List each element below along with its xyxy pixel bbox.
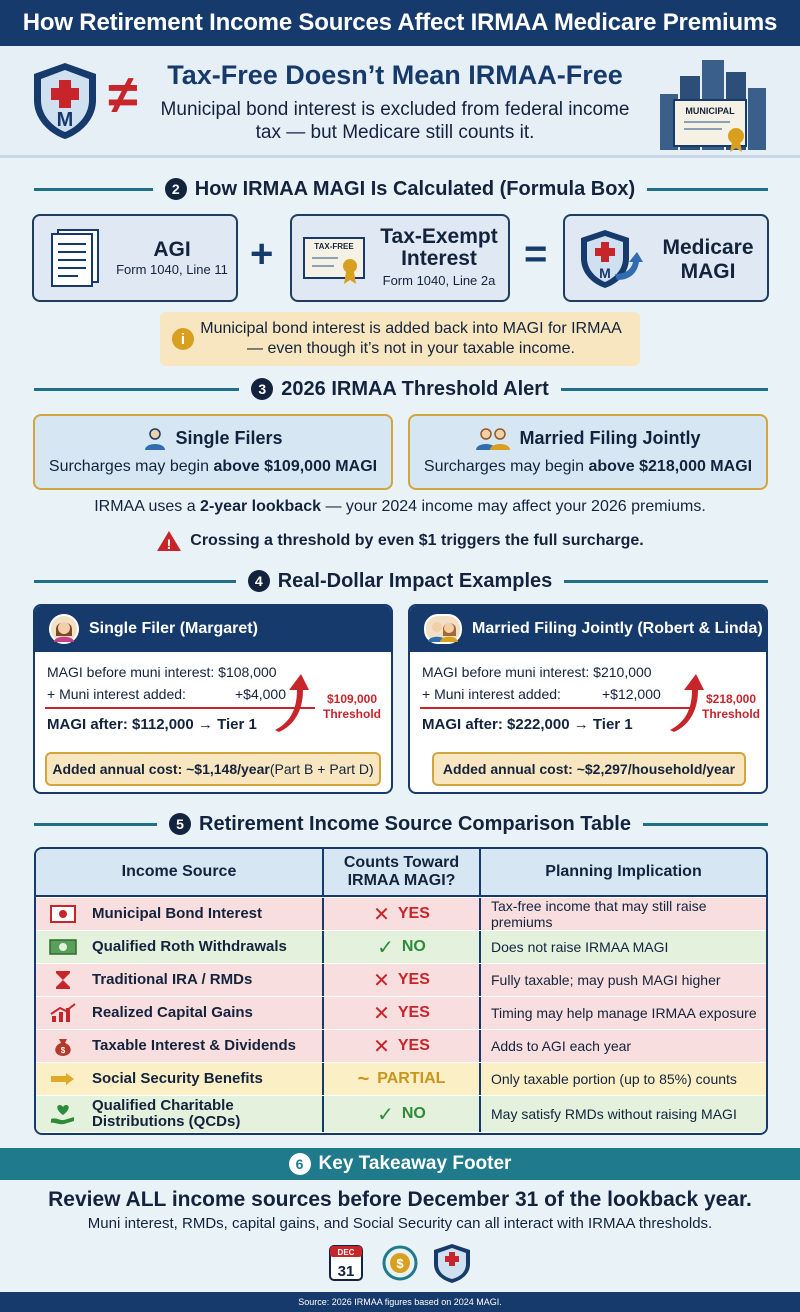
married-threshold-title: Married Filing Jointly — [519, 427, 701, 448]
married-threshold-card — [408, 414, 768, 490]
medicare-shield-icon — [30, 60, 100, 142]
counts-value: YES — [397, 1004, 430, 1021]
income-source-cell — [36, 898, 324, 930]
implication-cell: May satisfy RMDs without raising MAGI — [491, 1106, 737, 1122]
money-cycle-icon — [384, 1247, 416, 1279]
counts-mark: ✕ — [373, 903, 390, 926]
income-source-label: Qualified Charitable Distributions (QCDs) — [92, 1097, 241, 1130]
implication-cell: Fully taxable; may push MAGI higher — [491, 972, 721, 988]
section-threshold-header — [0, 374, 800, 404]
svg-text:!: ! — [166, 536, 172, 552]
counts-cell — [324, 1096, 481, 1132]
warning-icon — [156, 530, 182, 552]
implication-cell: Timing may help manage IRMAA exposure — [491, 1005, 757, 1021]
svg-text:$: $ — [396, 1256, 404, 1271]
married-example-card — [408, 604, 768, 794]
footer-header — [0, 1148, 800, 1180]
counts-value: YES — [397, 971, 430, 988]
tax-exempt-subtitle: Form 1040, Line 2a — [382, 273, 496, 288]
municipal-city-icon — [652, 54, 770, 154]
income-source-label: Traditional IRA / RMDs — [92, 971, 253, 988]
formula-note-text: Municipal bond interest is added back into MAGI for IRMAA — even though it’s not in your taxable income. — [200, 320, 622, 357]
shield-arrow-icon — [579, 228, 645, 292]
single-threshold-card — [33, 414, 393, 490]
income-source-label: Taxable Interest & Dividends — [92, 1037, 296, 1054]
single-example-title: Single Filer (Margaret) — [89, 620, 258, 637]
table-row — [36, 1029, 766, 1062]
income-source-label: Qualified Roth Withdrawals — [92, 938, 287, 955]
agi-box — [32, 214, 238, 302]
implication-cell: Only taxable portion (up to 85%) counts — [491, 1071, 737, 1087]
income-source-label: Social Security Benefits — [92, 1070, 263, 1087]
section-table-header — [0, 809, 800, 839]
pointing-hand-icon — [48, 1068, 78, 1090]
counts-mark: ✕ — [373, 969, 390, 992]
income-source-cell — [36, 1063, 324, 1095]
magi-before: MAGI before muni interest: $210,000 — [422, 664, 652, 680]
counts-value: YES — [397, 1037, 430, 1054]
footer-icons — [326, 1240, 476, 1284]
municipal-badge-label: MUNICIPAL — [685, 106, 735, 116]
single-threshold-title: Single Filers — [175, 427, 283, 448]
document-icon — [46, 228, 104, 290]
agi-subtitle: Form 1040, Line 11 — [116, 262, 228, 277]
counts-value: YES — [397, 905, 430, 922]
married-threshold-text: Surcharges may begin — [423, 458, 589, 475]
hero-subtitle: Municipal bond interest is excluded from federal income tax — but Medicare still counts it. — [160, 99, 630, 143]
counts-cell — [324, 1063, 481, 1095]
income-source-label: Realized Capital Gains — [92, 1004, 253, 1021]
counts-value: NO — [401, 1105, 426, 1122]
threshold-label: $218,000 Threshold — [701, 692, 760, 721]
single-added-cost: Added annual cost: ~$1,148/year (Part B + Part D) — [45, 752, 381, 786]
svg-text:31: 31 — [337, 1263, 355, 1280]
counts-cell — [324, 931, 481, 963]
income-source-cell — [36, 1030, 324, 1062]
person-icon — [143, 426, 167, 450]
plus-operator: + — [250, 232, 274, 276]
avatar — [49, 614, 79, 644]
threshold-warning — [0, 530, 800, 552]
counts-cell — [324, 964, 481, 996]
increase-arrow-icon — [668, 672, 704, 732]
magi-after: MAGI after: $112,000 → Tier 1 — [47, 716, 257, 733]
income-source-label: Municipal Bond Interest — [92, 905, 263, 922]
counts-mark: ✓ — [377, 1103, 394, 1126]
magi-before: MAGI before muni interest: $108,000 — [47, 664, 277, 680]
counts-cell — [324, 997, 481, 1029]
svg-text:$: $ — [60, 1046, 66, 1055]
implication-cell: Does not raise IRMAA MAGI — [491, 939, 669, 955]
medicare-magi-title: Medicare MAGI — [662, 236, 754, 283]
married-example-title: Married Filing Jointly (Robert & Linda) — [472, 620, 763, 637]
shield-letter: M — [599, 265, 611, 281]
counts-cell — [324, 898, 481, 930]
muni-added-value: +$4,000 — [235, 686, 286, 702]
muni-added-label: + Muni interest added: — [422, 686, 561, 702]
footer-title: Key Takeaway Footer — [318, 1153, 512, 1174]
section-examples-header — [0, 566, 800, 596]
column-header: Income Source — [36, 849, 324, 895]
income-source-cell — [36, 964, 324, 996]
equals-operator: = — [524, 232, 548, 276]
married-added-cost: Added annual cost: ~$2,297/household/year — [432, 752, 746, 786]
tax-exempt-box — [290, 214, 510, 302]
page-title: How Retirement Income Sources Affect IRMAA Medicare Premiums — [0, 0, 800, 46]
cash-icon — [48, 936, 78, 958]
medicare-shield-icon — [434, 1244, 470, 1283]
income-comparison-table — [34, 847, 768, 1135]
single-threshold-text: Surcharges may begin — [48, 458, 214, 475]
counts-value: PARTIAL — [377, 1070, 446, 1087]
income-source-cell — [36, 997, 324, 1029]
table-row — [36, 1062, 766, 1095]
growth-chart-icon — [48, 1002, 78, 1024]
tax-free-label: TAX-FREE — [314, 242, 354, 251]
certificate-icon — [48, 903, 78, 925]
section-number: 4 — [248, 570, 270, 592]
table-header-row — [36, 849, 766, 897]
not-equal-symbol: ≠ — [108, 65, 138, 125]
footer-sub-text: Muni interest, RMDs, capital gains, and Social Security can all interact with IRMAA thresholds. — [87, 1215, 713, 1232]
muni-added-value: +$12,000 — [602, 686, 661, 702]
counts-mark: ~ — [357, 1067, 370, 1090]
hourglass-icon — [48, 969, 78, 991]
avatar — [424, 614, 462, 644]
single-threshold-amount: above $109,000 MAGI — [213, 458, 378, 475]
hero-banner — [0, 46, 800, 158]
heart-hand-icon — [48, 1103, 78, 1125]
warning-text: Crossing a threshold by even $1 triggers the full surcharge. — [190, 532, 644, 549]
income-source-cell — [36, 931, 324, 963]
section-title: Retirement Income Source Comparison Table — [199, 812, 631, 835]
table-row — [36, 963, 766, 996]
calendar-icon — [330, 1246, 362, 1280]
table-body — [36, 897, 766, 1132]
section-number: 5 — [169, 813, 191, 835]
medicare-magi-box — [563, 214, 769, 302]
married-threshold-amount: above $218,000 MAGI — [588, 458, 753, 475]
money-bag-icon — [48, 1035, 78, 1057]
section-number: 6 — [289, 1153, 311, 1175]
implication-cell: Tax-free income that may still raise premiums — [491, 898, 707, 930]
implication-cell: Adds to AGI each year — [491, 1038, 632, 1054]
info-icon: i — [172, 328, 194, 350]
section-number: 2 — [165, 178, 187, 200]
formula-note — [160, 312, 640, 366]
counts-mark: ✕ — [373, 1035, 390, 1058]
svg-text:DEC: DEC — [337, 1248, 355, 1257]
tax-exempt-title: Tax-Exempt Interest — [380, 225, 498, 270]
single-example-card — [33, 604, 393, 794]
couple-icon — [475, 426, 511, 450]
footer-main-text: Review ALL income sources before December 31 of the lookback year. — [48, 1188, 752, 1211]
tax-free-certificate-icon — [302, 236, 366, 288]
income-source-cell — [36, 1096, 324, 1132]
table-row — [36, 897, 766, 930]
source-note: Source: 2026 IRMAA figures based on 2024 MAGI. — [0, 1292, 800, 1312]
increase-arrow-icon — [273, 672, 309, 732]
table-row — [36, 1095, 766, 1132]
section-number: 3 — [251, 378, 273, 400]
counts-mark: ✓ — [377, 936, 394, 959]
column-header: Counts Toward IRMAA MAGI? — [324, 849, 481, 895]
section-title: Real-Dollar Impact Examples — [277, 569, 553, 592]
section-title: 2026 IRMAA Threshold Alert — [281, 377, 549, 400]
table-row — [36, 996, 766, 1029]
counts-value: NO — [401, 938, 426, 955]
table-row — [36, 930, 766, 963]
counts-mark: ✕ — [373, 1002, 390, 1025]
muni-added-label: + Muni interest added: — [47, 686, 186, 702]
section-formula-header — [0, 174, 800, 204]
section-title: How IRMAA MAGI Is Calculated (Formula Box) — [194, 177, 636, 200]
hero-title: Tax-Free Doesn’t Mean IRMAA-Free — [167, 60, 623, 90]
lookback-text: IRMAA uses a 2-year lookback — your 2024 income may affect your 2026 premiums. — [94, 498, 706, 515]
magi-after: MAGI after: $222,000 → Tier 1 — [422, 716, 633, 733]
shield-letter: M — [56, 109, 74, 131]
agi-title: AGI — [153, 238, 191, 261]
counts-cell — [324, 1030, 481, 1062]
threshold-label: $109,000 Threshold — [322, 692, 381, 721]
column-header: Planning Implication — [545, 863, 702, 880]
